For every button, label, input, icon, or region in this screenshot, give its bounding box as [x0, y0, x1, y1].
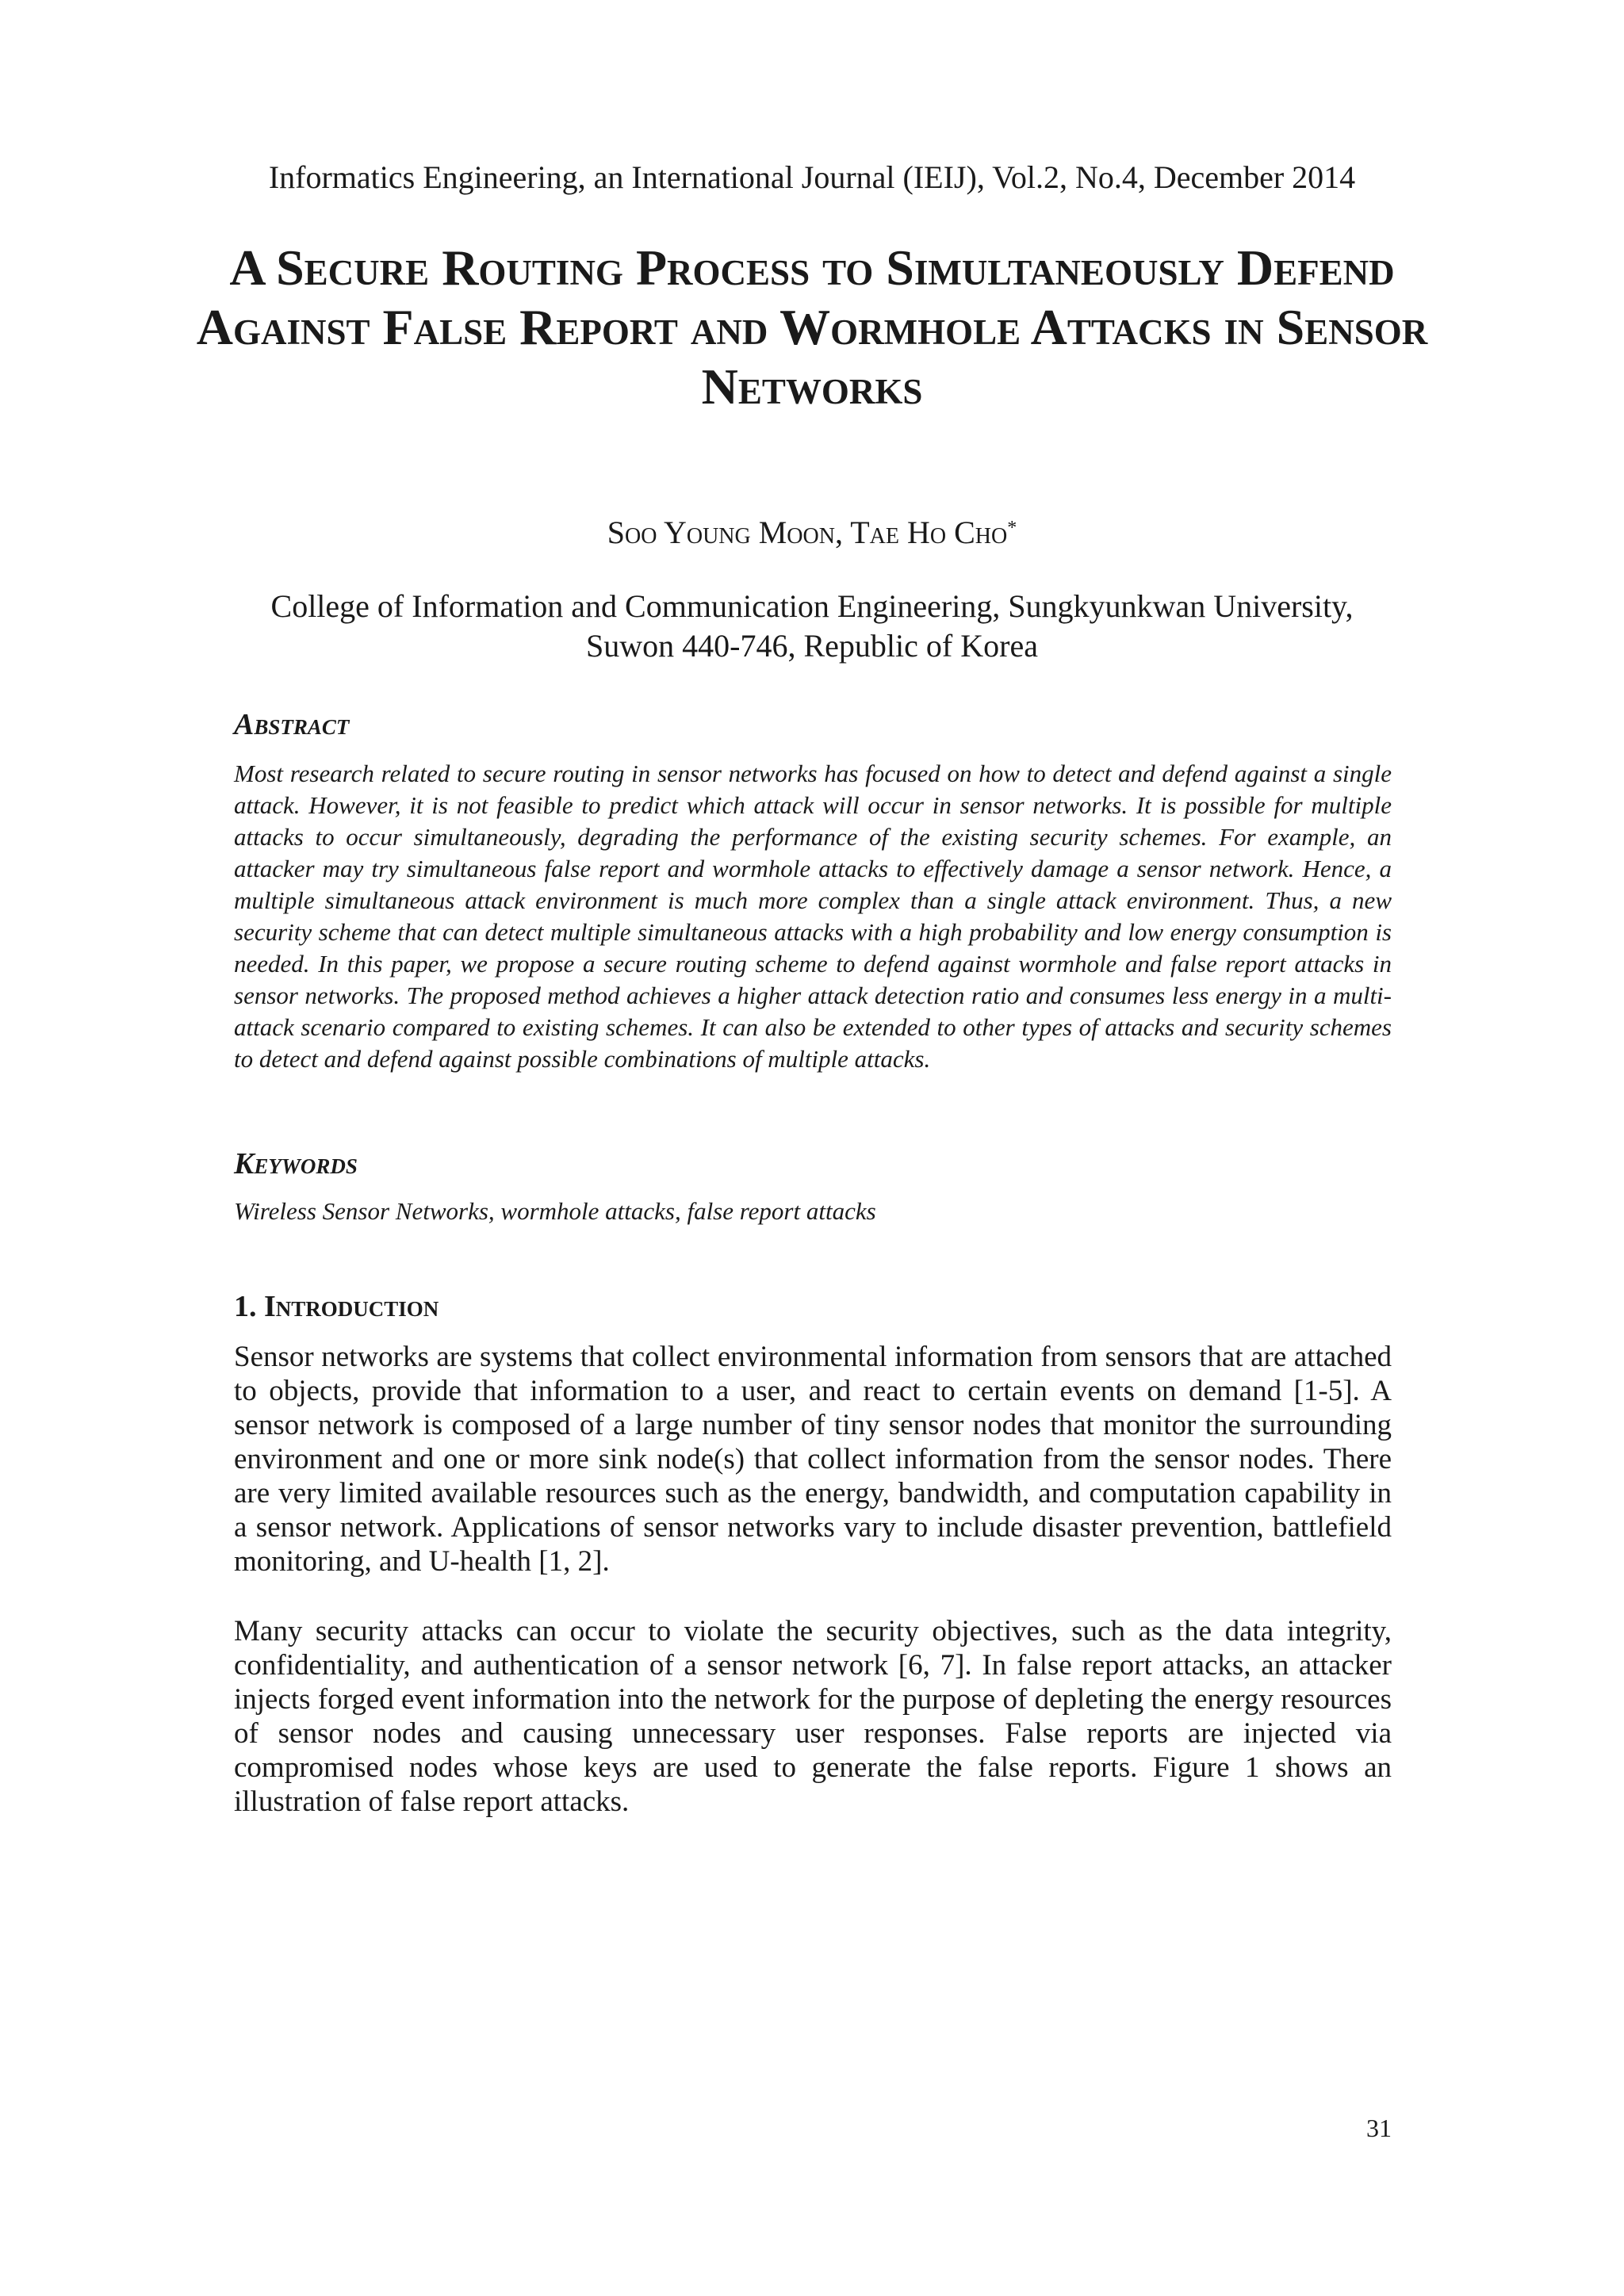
corresponding-author-mark: *	[1007, 518, 1017, 538]
author-names: Soo Young Moon, Tae Ho Cho	[607, 515, 1008, 550]
paper-title: A Secure Routing Process to Simultaneously Defend Against False Report and Wormhole Attacks in Sensor Networks	[196, 239, 1428, 415]
introduction-heading: 1. Introduction	[234, 1290, 439, 1323]
running-header: Informatics Engineering, an International Journal (IEIJ), Vol.2, No.4, December 2014	[268, 159, 1356, 195]
abstract-heading: Abstract	[234, 708, 350, 741]
abstract-text: Most research related to secure routing in sensor networks has focused on how to detect and defend against a single attack. However, it is not feasible to predict which attack will occur in sensor networks. It is possible for multiple attacks to occur simultaneously, degrading the performance of the existing security schemes. For example, an attacker may try simultaneous false report and wormhole attacks to effectively damage a sensor network. Hence, a multiple simultaneous attack environment is much more complex than a single attack environment. Thus, a new security scheme that can detect multiple simultaneous attacks with a high probability and low energy consumption is needed. In this paper, we propose a secure routing scheme to defend against wormhole and false report attacks in sensor networks. The proposed method achieves a higher attack detection ratio and consumes less energy in a multi-attack scenario compared to existing schemes. It can also be extended to other types of attacks and security schemes to detect and defend against possible combinations of multiple attacks.	[234, 760, 1392, 1073]
keywords-text: Wireless Sensor Networks, wormhole attacks, false report attacks	[234, 1197, 876, 1225]
page-number: 31	[1366, 2114, 1392, 2142]
introduction-paragraph-1: Sensor networks are systems that collect environmental information from sensors that are attached to objects, provide that information to a user, and react to certain events on demand [1-5]. A sensor network is composed of a large number of tiny sensor nodes that monitor the surrounding environment and one or more sink node(s) that collect information from the sensor nodes. There are very limited available resources such as the energy, bandwidth, and computation capability in a sensor network. Applications of sensor networks vary to include disaster prevention, battlefield monitoring, and U-health [1, 2].	[234, 1341, 1392, 1578]
introduction-paragraph-2: Many security attacks can occur to violate the security objectives, such as the data integrity, confidentiality, and authentication of a sensor network [6, 7]. In false report attacks, an attacker injects forged event information into the network for the purpose of depleting the energy resources of sensor nodes and causing unnecessary user responses. False reports are injected via compromised nodes whose keys are used to generate the false reports. Figure 1 shows an illustration of false report attacks.	[234, 1615, 1392, 1818]
keywords-heading: Keywords	[234, 1147, 358, 1181]
affiliation: College of Information and Communication Engineering, Sungkyunkwan University, Suwon 440-746, Republic of Korea	[270, 588, 1354, 664]
author-line	[0, 514, 1624, 552]
